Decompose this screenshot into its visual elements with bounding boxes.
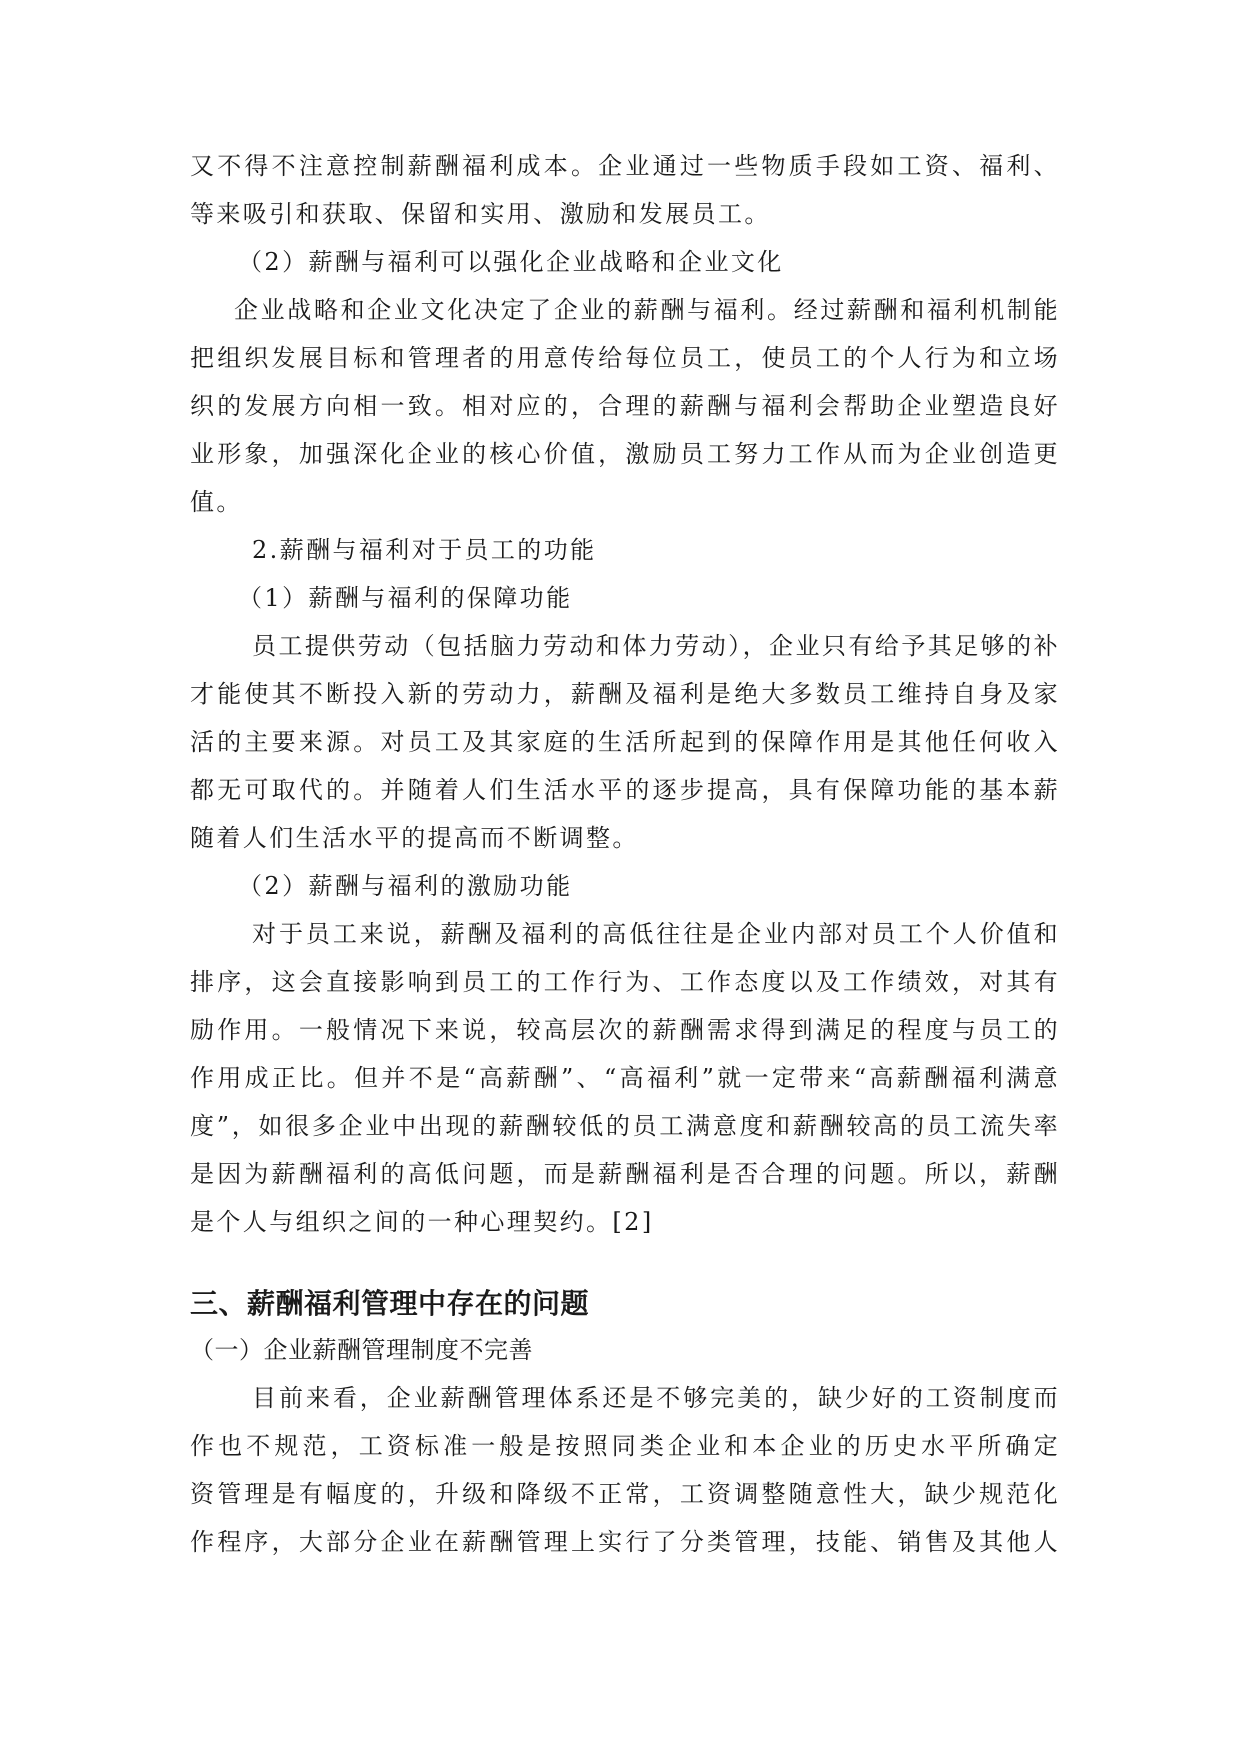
text-line: 作用成正比。但并不是“高薪酬”、“高福利”就一定带来“高薪酬福利满意 (190, 1064, 1060, 1092)
text-line: （1）薪酬与福利的保障功能 (238, 584, 573, 612)
text-line: 是因为薪酬福利的高低问题，而是薪酬福利是否合理的问题。所以，薪酬 (190, 1160, 1060, 1188)
text-line: （2）薪酬与福利的激励功能 (238, 872, 573, 900)
paragraph-block-2 (190, 1374, 1060, 1566)
text-line: 等来吸引和获取、保留和实用、激励和发展员工。 (190, 200, 771, 228)
section-heading: 三、薪酬福利管理中存在的问题 (190, 1287, 590, 1320)
text-line: 是个人与组织之间的一种心理契约。[2] (190, 1208, 654, 1236)
text-line: 对于员工来说，薪酬及福利的高低往往是企业内部对员工个人价值和 (252, 920, 1060, 948)
text-line: 励作用。一般情况下来说，较高层次的薪酬需求得到满足的程度与员工的 (190, 1016, 1060, 1044)
text-line: 才能使其不断投入新的劳动力，薪酬及福利是绝大多数员工维持自身及家 (190, 680, 1060, 708)
text-line: 资管理是有幅度的，升级和降级不正常，工资调整随意性大，缺少规范化 (190, 1480, 1060, 1508)
text-line: 度”，如很多企业中出现的薪酬较低的员工满意度和薪酬较高的员工流失率 (190, 1112, 1060, 1140)
text-line: 排序，这会直接影响到员工的工作行为、工作态度以及工作绩效，对其有 (190, 968, 1060, 996)
text-line: 把组织发展目标和管理者的用意传给每位员工，使员工的个人行为和立场 (190, 344, 1060, 372)
page-content (190, 142, 1060, 1566)
text-line: 作程序，大部分企业在薪酬管理上实行了分类管理，技能、销售及其他人 (190, 1528, 1060, 1556)
text-line: 企业战略和企业文化决定了企业的薪酬与福利。经过薪酬和福利机制能 (234, 296, 1060, 324)
text-line: 又不得不注意控制薪酬福利成本。企业通过一些物质手段如工资、福利、 (190, 152, 1060, 180)
text-line: 随着人们生活水平的提高而不断调整。 (190, 824, 639, 852)
text-line: 值。 (190, 488, 243, 516)
text-line: 业形象，加强深化企业的核心价值，激励员工努力工作从而为企业创造更 (190, 440, 1060, 468)
paragraph-block-1 (190, 142, 1060, 1246)
text-line: 作也不规范，工资标准一般是按照同类企业和本企业的历史水平所确定 (190, 1432, 1060, 1460)
text-line: 目前来看，企业薪酬管理体系还是不够完美的，缺少好的工资制度而 (252, 1384, 1060, 1412)
section-gap (190, 1246, 1060, 1280)
subsection-heading: （一）企业薪酬管理制度不完善 (190, 1336, 533, 1364)
text-line: （2）薪酬与福利可以强化企业战略和企业文化 (238, 248, 784, 276)
text-line: 都无可取代的。并随着人们生活水平的逐步提高，具有保障功能的基本薪 (190, 776, 1060, 804)
text-line: 员工提供劳动（包括脑力劳动和体力劳动），企业只有给予其足够的补 (252, 632, 1060, 660)
text-line: 织的发展方向相一致。相对应的，合理的薪酬与福利会帮助企业塑造良好 (190, 392, 1060, 420)
text-line: 活的主要来源。对员工及其家庭的生活所起到的保障作用是其他任何收入 (190, 728, 1060, 756)
text-line: 2.薪酬与福利对于员工的功能 (252, 536, 597, 564)
